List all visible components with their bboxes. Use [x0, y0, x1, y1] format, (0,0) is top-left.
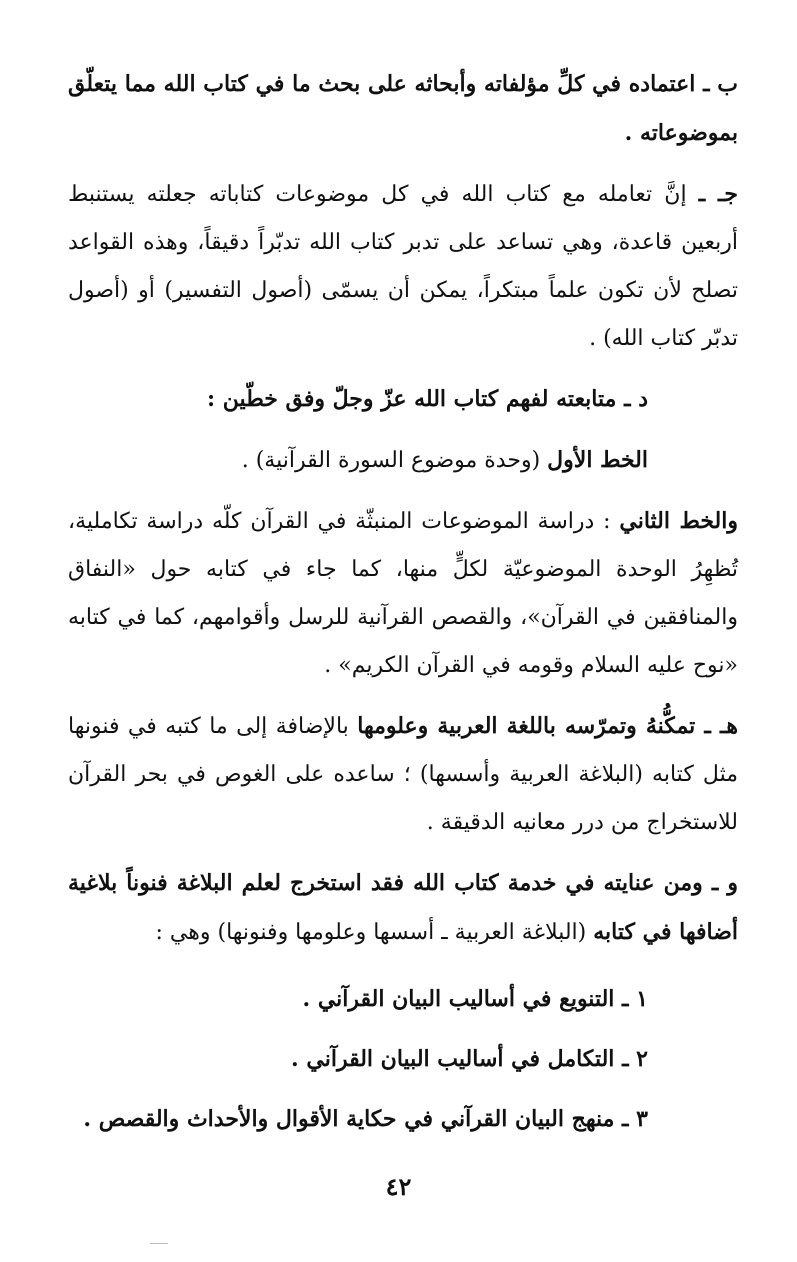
paragraph-haa-bold: هـ ـ تمكُّنهُ وتمرّسه باللغة العربية وعلومها	[357, 713, 739, 739]
paragraph-second-line	[68, 497, 738, 690]
paragraph-b-bold: ب ـ اعتماده في كلِّ مؤلفاته وأبحاثه على بحث ما في كتاب الله مما يتعلّق بموضوعاته .	[68, 71, 738, 146]
paragraph-b	[68, 60, 738, 158]
first-line-bold: الخط الأول	[547, 447, 648, 473]
page-body	[68, 60, 738, 1149]
paragraph-waw-text: (البلاغة العربية ـ أسسها وعلومها وفنونها) وهي :	[155, 920, 587, 945]
second-line-text: : دراسة الموضوعات المنبثّة في القرآن كلّه دراسة تكاملية، تُظهِرُ الوحدة الموضوعيّة لكلٍّ منها، كما جاء في كتابه حول «النفاق والمنافقين في القرآن»، والقصص القرآنية للرسل وأقوامهم، كما في كتابه «نوح عليه السلام وقومه في القرآن الكريم» .	[68, 509, 738, 678]
list-item: ١ ـ التنويع في أساليب البيان القرآني .	[302, 986, 648, 1012]
first-line-text: (وحدة موضوع السورة القرآنية) .	[241, 448, 541, 473]
page-number: ٤٢	[385, 1172, 412, 1201]
paragraph-haa-text: بالإضافة إلى ما كتبه في فنونها مثل كتابه (البلاغة العربية وأسسها) ؛ ساعده على الغوص في بحر القرآن للاستخراج من درر معانيه الدقيقة .	[68, 714, 738, 835]
paragraph-dal-bold: د ـ متابعته لفهم كتاب الله عزّ وجلّ وفق خطّين :	[207, 386, 648, 412]
paragraph-waw	[68, 859, 738, 957]
paragraph-haa	[68, 702, 738, 847]
paragraph-jeem-text: إنَّ تعامله مع كتاب الله في كل موضوعات كتاباته جعلته يستنبط أربعين قاعدة، وهي تساعد على تدبر كتاب الله تدبّراً دقيقاً، وهذه القواعد تصلح لأن تكون علماً مبتكراً، يمكن أن يسمّى (أصول التفسير) أو (أصول تدبّر كتاب الله) .	[68, 182, 738, 351]
paragraph-waw-bold: و ـ ومن عنايته في خدمة كتاب الله فقد استخرج لعلم البلاغة فنوناً بلاغية أضافها في كتابه	[68, 870, 738, 945]
second-line-bold: والخط الثاني	[619, 508, 738, 534]
footer-mark	[150, 1243, 168, 1244]
paragraph-first-line	[68, 436, 738, 485]
paragraph-jeem-bold: جـ ـ	[698, 181, 738, 207]
paragraph-jeem	[68, 170, 738, 363]
paragraph-dal	[68, 375, 738, 424]
list-item: ٣ ـ منهج البيان القرآني في حكاية الأقوال والأحداث والقصص .	[83, 1106, 648, 1132]
list-item: ٢ ـ التكامل في أساليب البيان القرآني .	[291, 1046, 648, 1072]
